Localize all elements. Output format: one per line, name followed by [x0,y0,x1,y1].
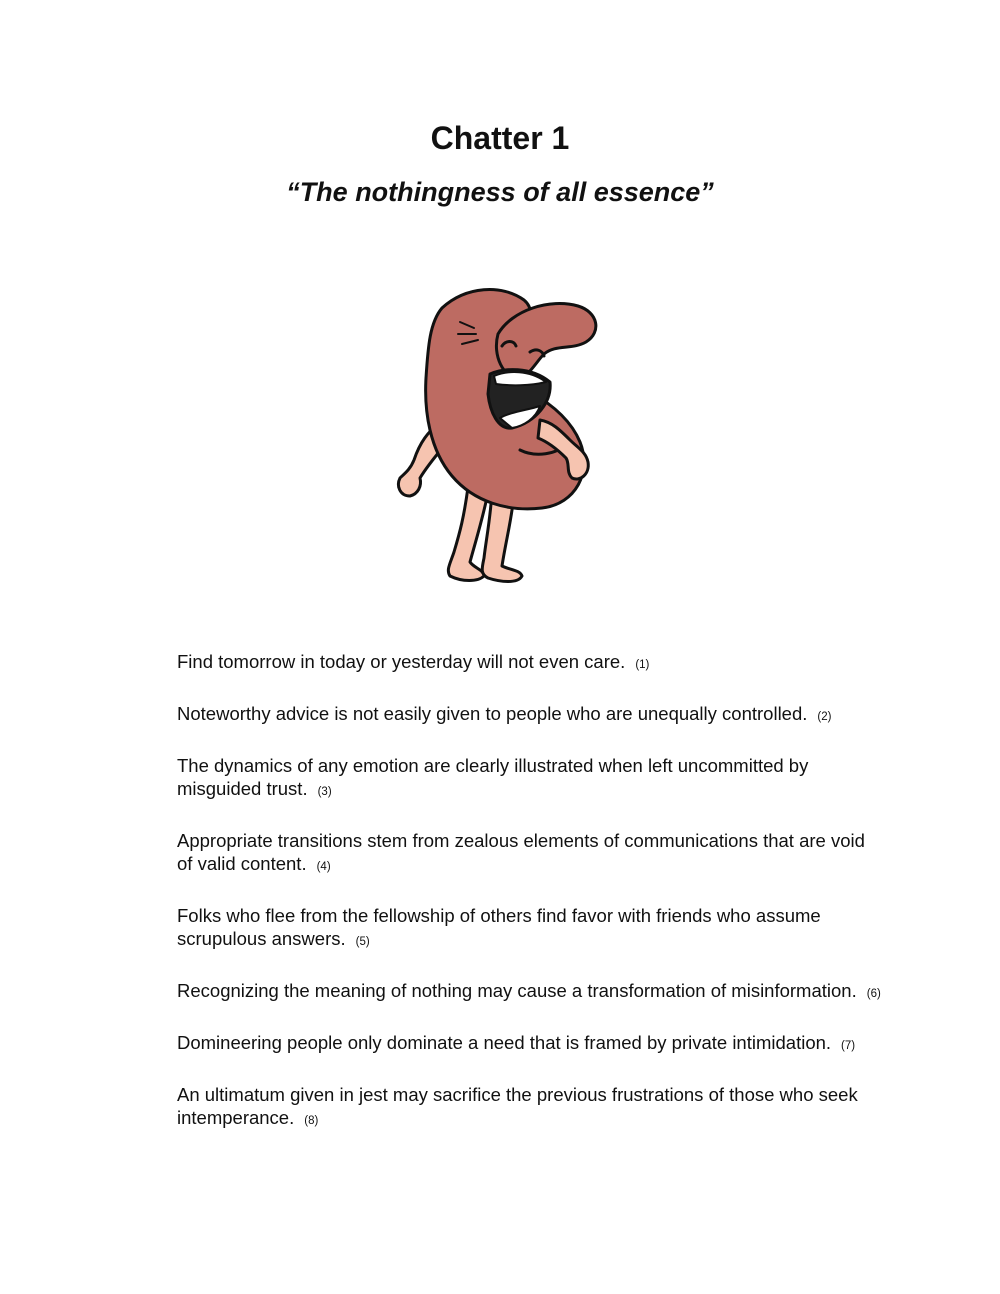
footnote-marker: (6) [866,988,881,1000]
footnote-marker: (8) [304,1115,319,1127]
page-title: Chatter 1 [430,120,570,156]
saying-text: Noteworthy advice is not easily given to people who are unequally controlled. [177,703,808,724]
saying-3 [177,754,882,804]
saying-text: Domineering people only dominate a need that is framed by private intimidation. [177,1032,832,1053]
footnote-marker: (2) [817,711,832,723]
saying-4 [177,829,882,879]
saying-2 [177,702,882,729]
sayings-list [177,650,882,1158]
saying-1 [177,650,882,677]
saying-text: An ultimatum given in jest may sacrifice the previous frustrations of those who seek intemperance. [177,1084,858,1128]
saying-7 [177,1031,882,1058]
saying-8 [177,1083,882,1133]
saying-text: Recognizing the meaning of nothing may cause a transformation of misinformation. [177,980,857,1001]
saying-text: Appropriate transitions stem from zealous elements of communications that are void of valid content. [177,830,865,874]
saying-text: Folks who flee from the fellowship of others find favor with friends who assume scrupulous answers. [177,905,821,949]
saying-6 [177,979,882,1006]
saying-text: Find tomorrow in today or yesterday will not even care. [177,651,626,672]
saying-text: The dynamics of any emotion are clearly illustrated when left uncommitted by misguided trust. [177,755,809,799]
footnote-marker: (4) [316,861,331,873]
footnote-marker: (1) [635,659,650,671]
footnote-marker: (3) [317,786,332,798]
laughing-bean-icon [380,282,620,592]
saying-5 [177,904,882,954]
footnote-marker: (5) [355,936,370,948]
footnote-marker: (7) [841,1040,856,1052]
page-subtitle: “The nothingness of all essence” [286,177,714,207]
